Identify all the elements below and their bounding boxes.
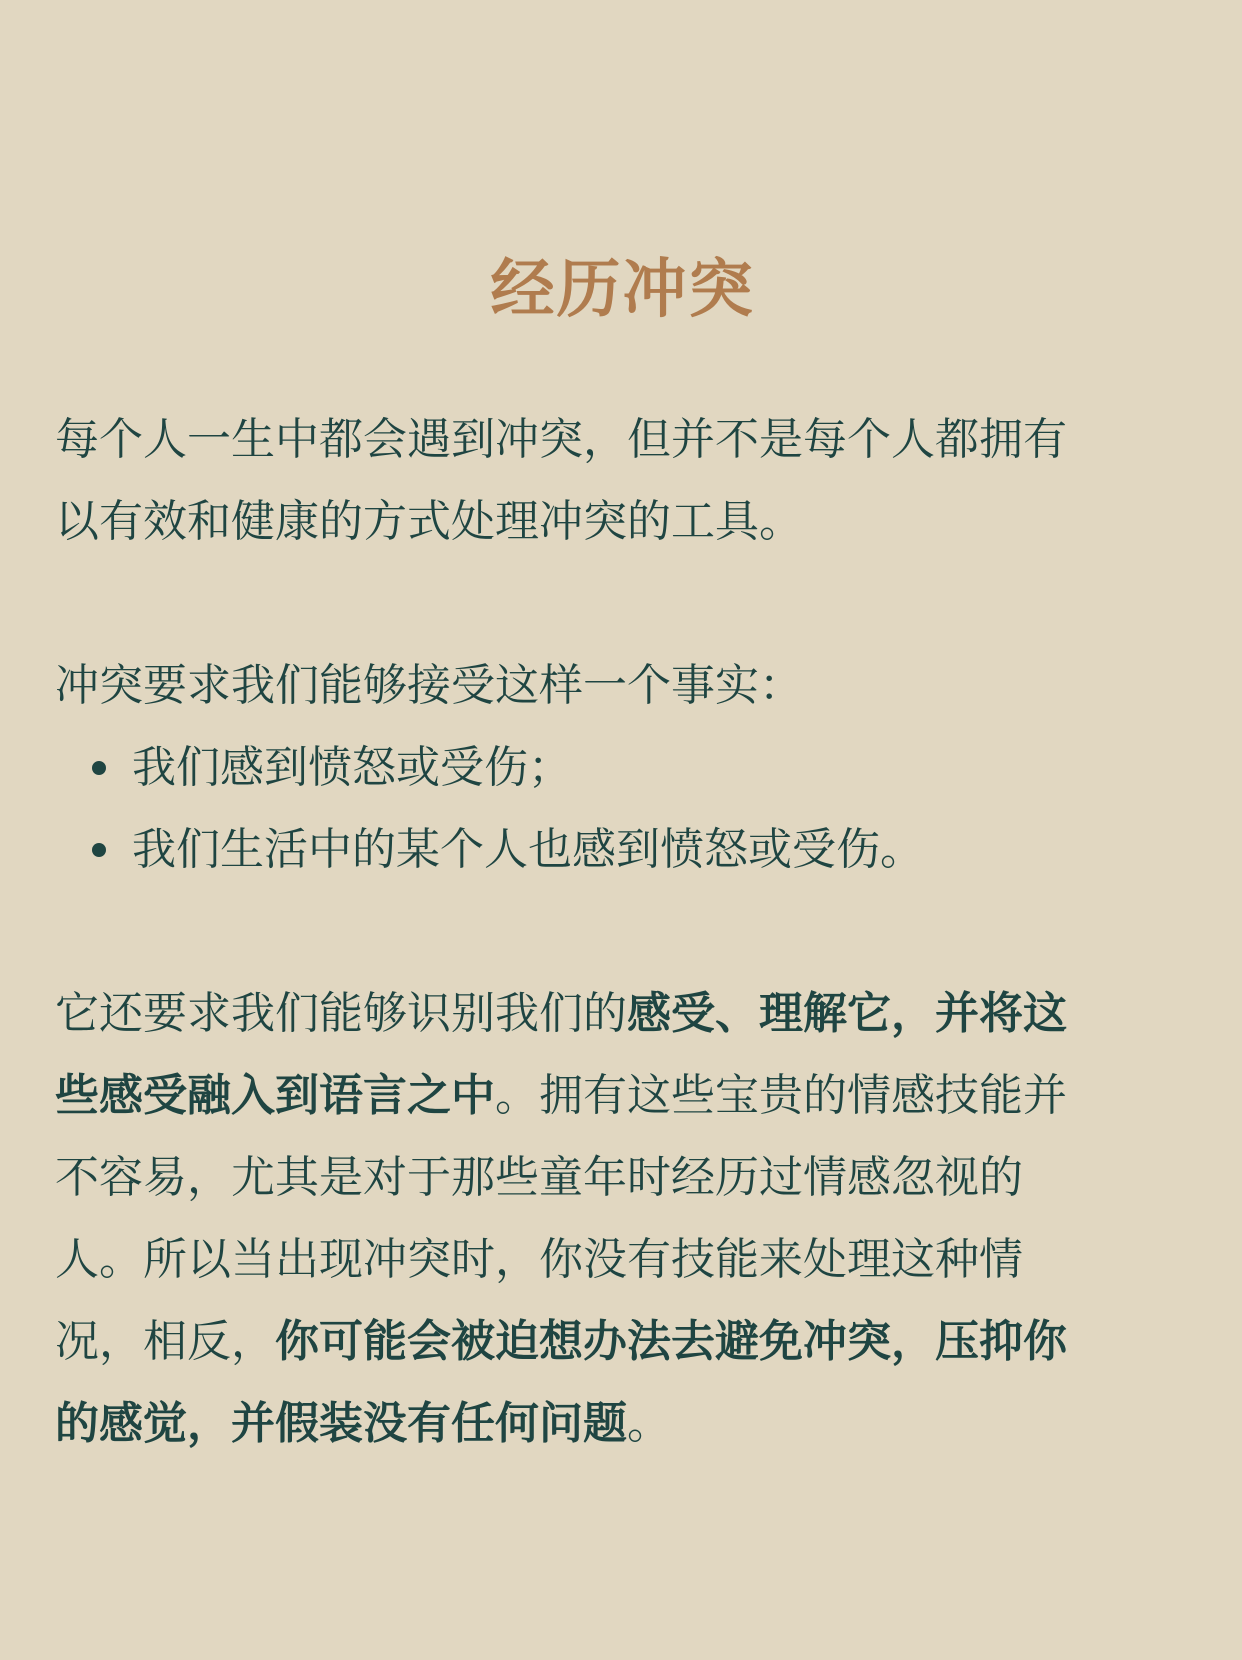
- list-item: [55, 809, 1190, 891]
- p3-line6-end: 。: [627, 1398, 671, 1449]
- page-title: 经历冲突: [490, 253, 755, 327]
- paragraph-intro-line-2: 以有效和健康的方式处理冲突的工具。: [55, 496, 803, 547]
- bullet-dot-icon: [92, 843, 106, 857]
- p3-line1-bold: 感受、理解它，并将这: [627, 988, 1067, 1039]
- p3-line4: 人。所以当出现冲突时，你没有技能来处理这种情: [55, 1234, 1023, 1285]
- paragraph-conflict-requirement: 冲突要求我们能够接受这样一个事实：: [55, 660, 803, 711]
- p3-line5-normal: 况，相反，: [55, 1316, 275, 1367]
- list-item: [55, 727, 1190, 809]
- p3-line2-bold: 些感受融入到语言之中: [55, 1070, 495, 1121]
- p3-line3: 不容易，尤其是对于那些童年时经历过情感忽视的: [55, 1152, 1023, 1203]
- paragraph-intro: [55, 399, 1190, 563]
- p3-line6-bold: 的感觉，并假装没有任何问题: [55, 1398, 627, 1449]
- p3-line5-bold: 你可能会被迫想办法去避免冲突，压抑你: [275, 1316, 1067, 1367]
- paragraph-intro-line-1: 每个人一生中都会遇到冲突，但并不是每个人都拥有: [55, 414, 1067, 465]
- list-item-text: 我们生活中的某个人也感到愤怒或受伤。: [132, 824, 924, 875]
- p3-line1-normal: 它还要求我们能够识别我们的: [55, 988, 627, 1039]
- p3-line2-normal: 。拥有这些宝贵的情感技能并: [495, 1070, 1067, 1121]
- bullet-list: [55, 727, 1190, 891]
- list-item-text: 我们感到愤怒或受伤；: [132, 742, 572, 793]
- bullet-dot-icon: [92, 761, 106, 775]
- paragraph-emotional-skills: [55, 973, 1190, 1465]
